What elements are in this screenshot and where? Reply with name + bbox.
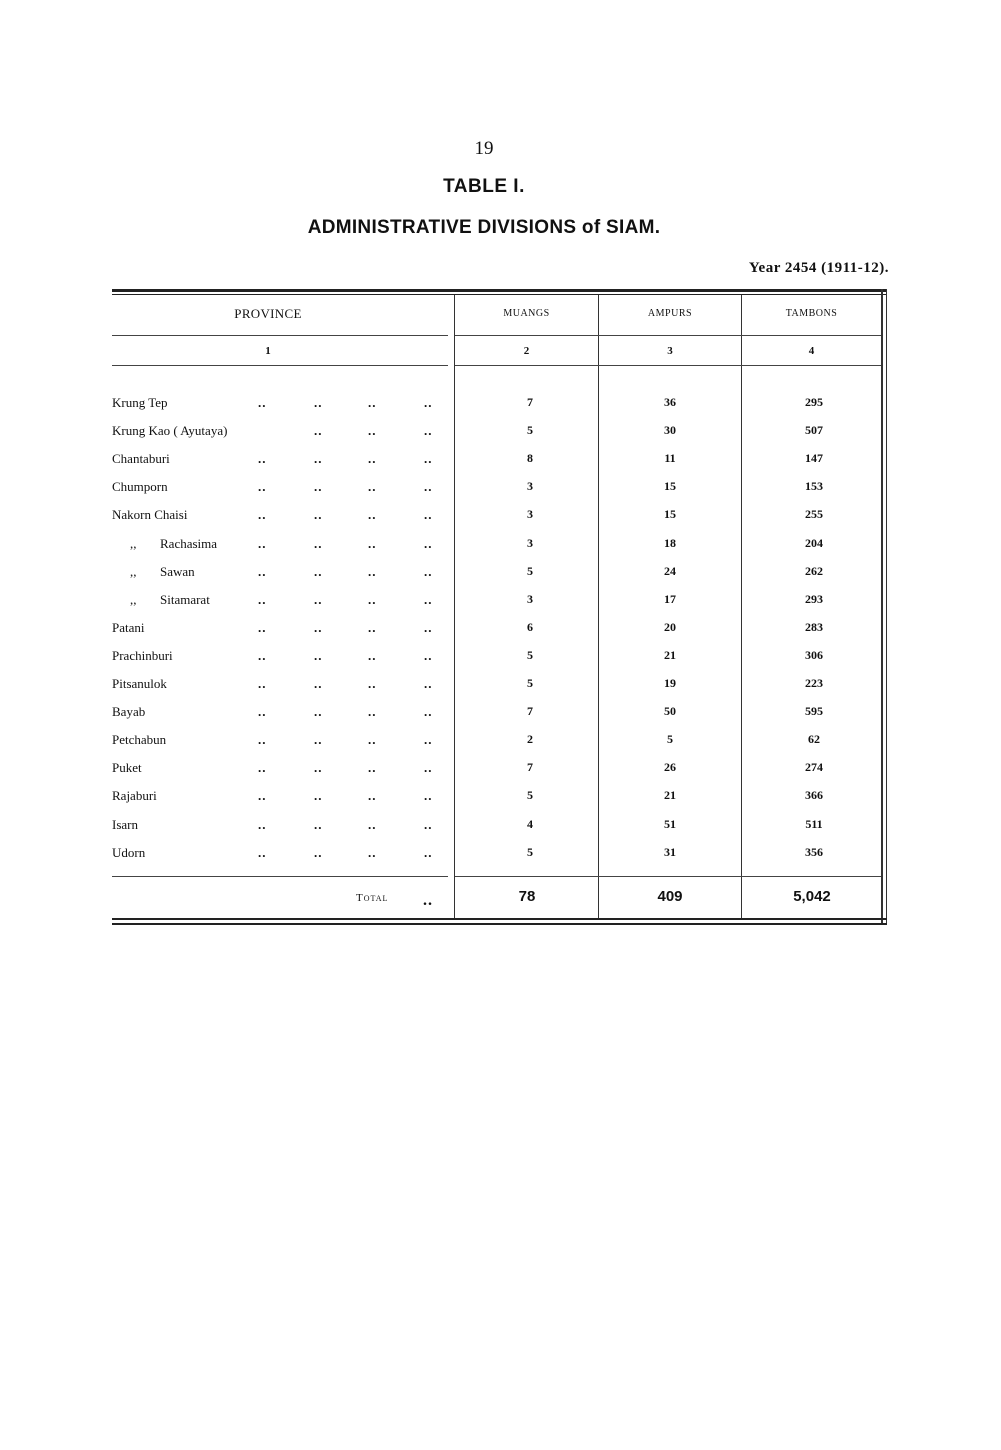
province-label: Krung Kao ( Ayutaya) (112, 423, 228, 439)
total-label: Total (356, 892, 389, 904)
top-rule-inner (112, 294, 887, 295)
leader-dots: .. (368, 451, 377, 467)
leader-dots: .. (424, 760, 433, 776)
province-name (112, 760, 142, 776)
ampurs-value: 26 (664, 760, 676, 775)
leader-dots: .. (258, 647, 267, 663)
leader-dots: .. (368, 591, 377, 607)
leader-dots: .. (368, 479, 377, 495)
tambons-value: 511 (805, 816, 823, 831)
muangs-value: 3 (527, 479, 533, 494)
table-row (112, 423, 887, 451)
province-name (130, 564, 195, 580)
leader-dots: .. (314, 788, 323, 804)
table-row (112, 845, 887, 873)
subheader-rule (455, 365, 881, 366)
province-label: Chumporn (112, 479, 168, 495)
leader-dots: .. (368, 507, 377, 523)
ampurs-value: 5 (667, 732, 673, 747)
muangs-value: 5 (527, 563, 533, 578)
total-tambons: 5,042 (793, 888, 831, 905)
column-number-3: 3 (667, 345, 673, 357)
province-label: Sitamarat (160, 591, 210, 607)
subheader-rule (112, 365, 448, 366)
tambons-value: 306 (805, 647, 823, 662)
leader-dots: .. (258, 535, 267, 551)
table-row (112, 451, 887, 479)
ditto-mark: ,, (130, 563, 137, 579)
leader-dots: .. (368, 619, 377, 635)
leader-dots: .. (314, 451, 323, 467)
leader-dots: .. (258, 451, 267, 467)
tambons-value: 262 (805, 563, 823, 578)
header-province: PROVINCE (234, 306, 302, 321)
page-number: 19 (474, 138, 494, 159)
ampurs-value: 30 (664, 423, 676, 438)
tambons-value: 356 (805, 844, 823, 859)
leader-dots: .. (424, 535, 433, 551)
province-name (112, 817, 138, 833)
leader-dots: .. (424, 704, 433, 720)
tambons-value: 223 (805, 676, 823, 690)
leader-dots: .. (258, 676, 267, 691)
leader-dots: .. (314, 704, 323, 720)
muangs-value: 6 (527, 619, 533, 634)
ampurs-value: 31 (664, 844, 676, 859)
leader-dots: .. (424, 479, 433, 495)
tambons-value: 507 (805, 423, 823, 438)
bottom-rule-outer (112, 923, 887, 925)
province-name (112, 479, 168, 495)
province-label: Isarn (112, 816, 138, 832)
ditto-mark: ,, (130, 591, 137, 607)
top-rule (112, 289, 887, 292)
province-name (112, 704, 145, 720)
province-name (130, 536, 217, 552)
leader-dots: .. (368, 816, 377, 832)
total-rule (455, 876, 881, 877)
table-subtitle: ADMINISTRATIVE DIVISIONS of SIAM. (307, 217, 661, 238)
table-row (112, 788, 887, 816)
leader-dots: .. (314, 844, 323, 860)
table-title: TABLE I. (443, 176, 525, 197)
leader-dots: .. (424, 619, 433, 635)
leader-dots: .. (424, 507, 433, 523)
muangs-value: 5 (527, 788, 533, 803)
muangs-value: 5 (527, 423, 533, 438)
ampurs-value: 11 (664, 451, 676, 466)
ampurs-value: 17 (664, 591, 676, 606)
leader-dots: .. (258, 704, 267, 720)
leader-dots: .. (258, 760, 267, 776)
tambons-value: 204 (805, 535, 823, 550)
province-label: Bayab (112, 704, 146, 720)
leader-dots: .. (368, 647, 377, 663)
table-row (112, 479, 887, 507)
divisions-table (112, 289, 887, 927)
leader-dots: .. (368, 563, 377, 579)
province-name (130, 592, 210, 608)
leader-dots: .. (314, 816, 323, 832)
leader-dots: .. (368, 788, 377, 804)
column-number-2: 2 (523, 345, 530, 357)
ampurs-value: 36 (664, 395, 676, 409)
table-row (112, 564, 887, 592)
leader-dots: .. (368, 704, 377, 720)
muangs-value: 4 (527, 816, 533, 831)
tambons-value: 283 (805, 619, 823, 634)
province-name (112, 507, 187, 523)
leader-dots: .. (424, 591, 433, 607)
table-row (112, 536, 887, 564)
muangs-value: 7 (527, 395, 533, 409)
ampurs-value: 15 (664, 479, 676, 494)
table-row (112, 620, 887, 648)
leader-dots: .. (368, 732, 377, 748)
header-rule (112, 335, 448, 336)
province-label: Chantaburi (112, 451, 170, 467)
leader-dots: .. (314, 591, 323, 607)
leader-dots: .. (424, 816, 433, 832)
tambons-value: 293 (805, 591, 823, 606)
tambons-value: 274 (805, 760, 823, 775)
header-ampurs: AMPURS (647, 308, 693, 319)
leader-dots: .. (424, 732, 433, 748)
total-ampurs: 409 (657, 888, 683, 905)
leader-dots: .. (258, 732, 267, 748)
tambons-value: 255 (805, 507, 823, 522)
leader-dots: .. (368, 423, 377, 439)
total-rule (112, 876, 448, 877)
ditto-mark: ,, (130, 535, 137, 551)
table-row (112, 732, 887, 760)
province-name (112, 423, 227, 439)
tambons-value: 62 (808, 732, 820, 747)
table-row (112, 507, 887, 535)
muangs-value: 5 (527, 647, 533, 662)
column-number-4: 4 (808, 345, 815, 357)
leader-dots: .. (368, 395, 377, 410)
table-row (112, 760, 887, 788)
table-row (112, 648, 887, 676)
leader-dots: .. (368, 844, 377, 860)
province-label: Pitsanulok (112, 676, 167, 691)
header-rule (455, 335, 881, 336)
leader-dots: .. (258, 395, 267, 410)
province-name (112, 451, 170, 467)
leader-dots: .. (258, 788, 267, 804)
tambons-value: 153 (805, 479, 823, 494)
province-label: Sawan (160, 563, 195, 579)
leader-dots: .. (314, 647, 323, 663)
province-name (112, 845, 145, 861)
tambons-value: 366 (805, 788, 823, 803)
leader-dots: .. (368, 535, 377, 551)
tambons-value: 147 (805, 451, 823, 466)
header-tambons: TAMBONS (785, 308, 838, 319)
leader-dots: .. (258, 816, 267, 832)
bottom-rule (112, 918, 887, 920)
province-label: Rachasima (160, 535, 218, 551)
ampurs-value: 21 (664, 788, 676, 803)
muangs-value: 2 (527, 732, 533, 747)
province-label: Udorn (112, 844, 146, 860)
ampurs-value: 20 (664, 619, 676, 634)
leader-dots: .. (314, 479, 323, 495)
leader-dots: .. (424, 844, 433, 860)
leader-dots: .. (314, 563, 323, 579)
ampurs-value: 50 (664, 704, 676, 719)
tambons-value: 295 (805, 395, 823, 409)
province-label: Patani (112, 619, 145, 635)
ampurs-value: 24 (664, 563, 676, 578)
table-row (112, 817, 887, 845)
province-name (112, 732, 166, 748)
leader-dots: .. (368, 760, 377, 776)
total-leader: .. (423, 892, 433, 909)
ampurs-value: 51 (664, 816, 676, 831)
table-row (112, 395, 887, 423)
province-name (112, 395, 168, 411)
year-line: Year 2454 (1911-12). (748, 260, 889, 276)
leader-dots: .. (314, 395, 323, 410)
province-name (112, 788, 157, 804)
leader-dots: .. (424, 647, 433, 663)
leader-dots: .. (424, 788, 433, 804)
province-label: Puket (112, 760, 142, 776)
table-row (112, 676, 887, 704)
leader-dots: .. (424, 423, 433, 439)
leader-dots: .. (258, 563, 267, 579)
leader-dots: .. (314, 535, 323, 551)
province-label: Petchabun (112, 732, 167, 748)
header-muangs: MUANGS (503, 308, 550, 319)
column-number-1: 1 (265, 345, 271, 357)
leader-dots: .. (314, 507, 323, 523)
leader-dots: .. (314, 619, 323, 635)
total-muangs: 78 (518, 888, 536, 905)
province-label: Nakorn Chaisi (112, 507, 188, 523)
muangs-value: 8 (527, 451, 533, 466)
province-name (112, 620, 145, 636)
leader-dots: .. (314, 676, 323, 691)
muangs-value: 5 (527, 676, 533, 690)
muangs-value: 3 (527, 507, 533, 522)
ampurs-value: 18 (664, 535, 676, 550)
muangs-value: 5 (527, 844, 533, 859)
leader-dots: .. (424, 451, 433, 467)
leader-dots: .. (258, 844, 267, 860)
muangs-value: 7 (527, 760, 533, 775)
leader-dots: .. (258, 507, 267, 523)
province-name (112, 648, 173, 664)
muangs-value: 3 (527, 591, 533, 606)
province-name (112, 676, 167, 692)
ampurs-value: 15 (664, 507, 676, 522)
muangs-value: 3 (527, 535, 533, 550)
table-row (112, 704, 887, 732)
leader-dots: .. (424, 563, 433, 579)
leader-dots: .. (314, 760, 323, 776)
ampurs-value: 19 (664, 676, 676, 690)
leader-dots: .. (258, 479, 267, 495)
tambons-value: 595 (805, 704, 823, 719)
ampurs-value: 21 (664, 647, 676, 662)
province-label: Rajaburi (112, 788, 157, 804)
muangs-value: 7 (527, 704, 533, 719)
leader-dots: .. (258, 591, 267, 607)
leader-dots: .. (424, 395, 433, 410)
leader-dots: .. (258, 619, 267, 635)
leader-dots: .. (368, 676, 377, 691)
leader-dots: .. (314, 732, 323, 748)
table-row (112, 592, 887, 620)
leader-dots: .. (424, 676, 433, 691)
province-label: Prachinburi (112, 647, 173, 663)
province-label: Krung Tep (112, 395, 168, 410)
leader-dots: .. (314, 423, 323, 439)
